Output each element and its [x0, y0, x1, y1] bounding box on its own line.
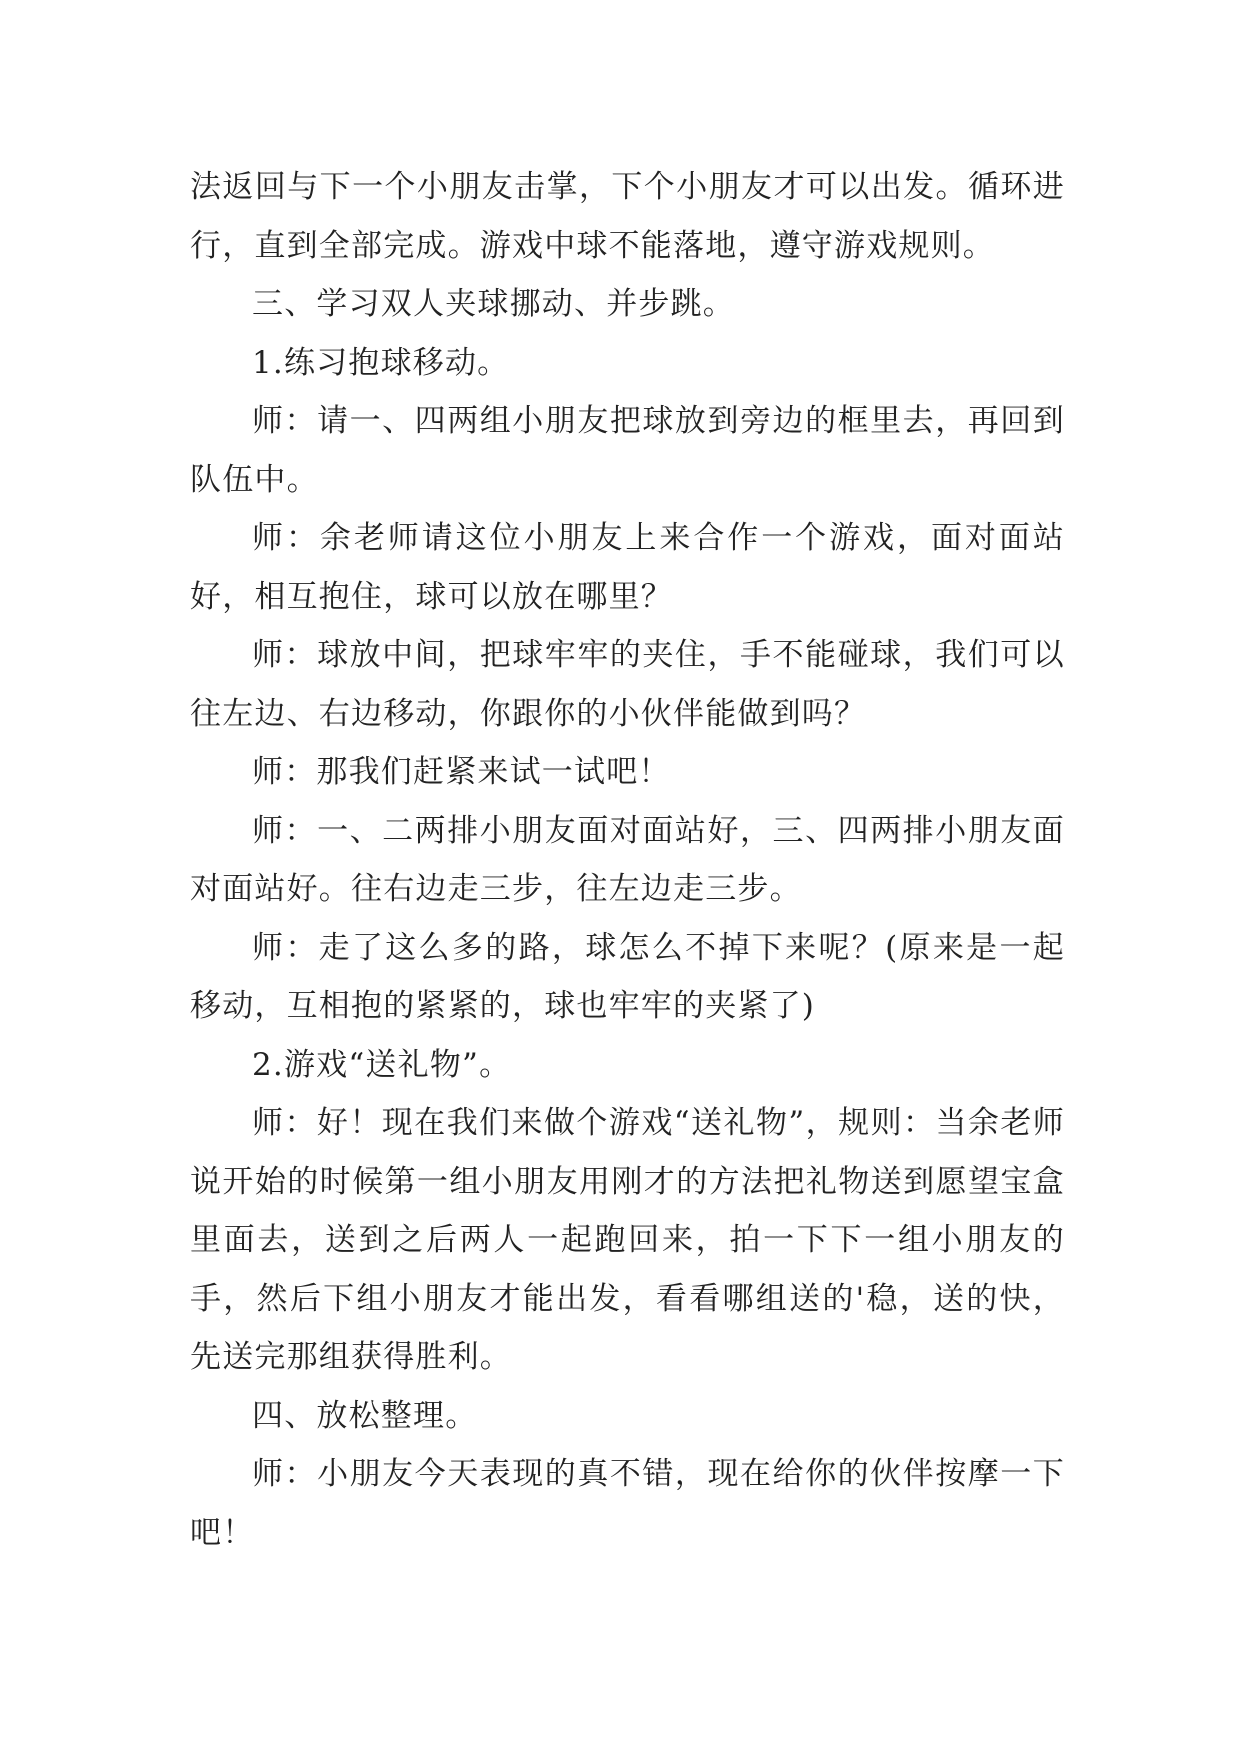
paragraph: 师：球放中间，把球牢牢的夹住，手不能碰球，我们可以往左边、右边移动，你跟你的小伙伴能做到吗？ [190, 637, 1065, 732]
paragraph: 师：余老师请这位小朋友上来合作一个游戏，面对面站好，相互抱住，球可以放在哪里？ [190, 520, 1065, 615]
section-heading: 四、放松整理。 [252, 1397, 478, 1434]
paragraph: 师：请一、四两组小朋友把球放到旁边的框里去，再回到队伍中。 [190, 403, 1065, 498]
paragraph: 师：走了这么多的路，球怎么不掉下来呢？(原来是一起移动，互相抱的紧紧的，球也牢牢的夹紧了) [190, 929, 1065, 1024]
paragraph: 师：小朋友今天表现的真不错，现在给你的伙伴按摩一下吧！ [190, 1456, 1065, 1551]
paragraph: 师：那我们赶紧来试一试吧！ [252, 754, 671, 790]
subsection-heading: 1.练习抱球移动。 [252, 344, 510, 381]
subsection-heading: 2.游戏“送礼物”。 [252, 1046, 512, 1083]
paragraph: 师：一、二两排小朋友面对面站好，三、四两排小朋友面对面站好。往右边走三步，往左边走三步。 [190, 812, 1065, 907]
paragraph: 师：好！现在我们来做个游戏“送礼物”，规则：当余老师说开始的时候第一组小朋友用刚才的方法把礼物送到愿望宝盒里面去，送到之后两人一起跑回来，拍一下下一组小朋友的手，然后下组小朋友才能出发，看看哪组送的'稳，送的快，先送完那组获得胜利。 [190, 1105, 1065, 1375]
document-body [190, 158, 1065, 1562]
section-heading: 三、学习双人夹球挪动、并步跳。 [252, 286, 735, 322]
paragraph: 法返回与下一个小朋友击掌，下个小朋友才可以出发。循环进行，直到全部完成。游戏中球不能落地，遵守游戏规则。 [190, 169, 1065, 264]
